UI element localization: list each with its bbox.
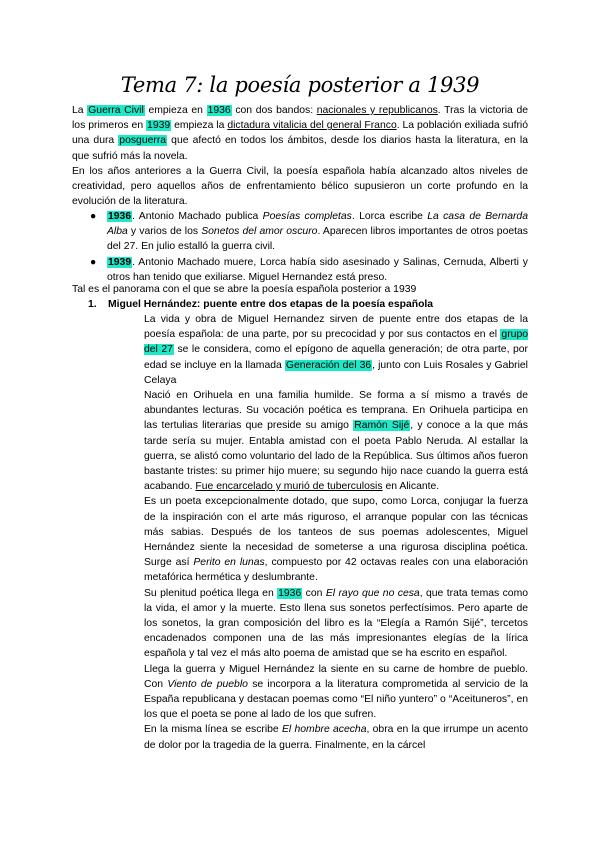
bullet-item-1939 <box>91 255 528 285</box>
paragraph <box>144 388 528 494</box>
book-title: Perito en lunas <box>193 557 265 569</box>
text-run: . Lorca escribe <box>351 211 428 222</box>
paragraph <box>144 586 528 662</box>
text-run: . La población exiliada sufrió una dura <box>72 120 529 147</box>
text-run: que afectó en todos los ámbitos, desde los diarios hasta la literatura, en la que sufrió más la novela. <box>72 135 528 162</box>
paragraph <box>144 662 528 723</box>
highlight-ramon-sije: Ramón Sijé <box>354 420 410 432</box>
text-run: y varios de los <box>127 226 202 238</box>
paragraph <box>144 494 528 585</box>
text-run: se le considera, como el epígono de aquella generación; de otra parte, por edad se incluye en la llamada <box>144 344 528 371</box>
page-title: Tema 7: la poesía posterior a 1939 <box>120 73 480 97</box>
section-body <box>144 312 528 753</box>
section-title: Miguel Hernández: puente entre dos etapas de la poesía española <box>108 299 434 310</box>
text-run: se incorpora a la literatura comprometida al servicio de la España republicana y destacan poemas como “El niño yuntero” o “Aceituneros”, en los que el poeta se pone al lado de los que sufren. <box>144 678 528 721</box>
highlight-guerra-civil: Guerra Civil <box>88 105 144 116</box>
text-run: , compuesto por 42 octavas reales con una elaboración metafórica hermética y deslumbrante. <box>144 557 528 584</box>
text-run: Nació en Orihuela en una familia humilde. Se forma a sí mismo a través de abundantes lecturas. Su vocación poética es temprana. En Orihuela participa en las tertulias literarias que preside su amigo <box>144 390 528 432</box>
book-title: El rayo que no cesa <box>325 587 420 599</box>
text-run: La vida y obra de Miguel Hernandez sirven de puente entre dos etapas de la poesía española: de una parte, por su precocidad y por sus contactos en el <box>144 314 528 341</box>
text-run: en Alicante. <box>382 481 440 493</box>
text-run: Llega la guerra y Miguel Hernández la siente en su carne de hombre de pueblo. Con <box>144 663 528 690</box>
section-number: 1. <box>88 299 97 310</box>
text-run: Es un poeta excepcionalmente dotado, que supo, como Lorca, conjugar la fuerza de la inspiración con el arte más riguroso, el arranque popular con las técnicas más sabias. Después de los tanteos de sus poemas adolescentes, Miguel Hernández siente la necesidad de someterse a una rigurosa disciplina poética. Surge así <box>144 496 528 569</box>
highlight-1939: 1939 <box>147 120 171 132</box>
text-run: , que trata temas como la vida, el amor y la muerte. Esto llena sus sonetos perfectísimos. Pero aparte de los sonetos, la gran composición del libro es la “Elegía a Ramón Sijé”, tercetos encadenados componen una de las más impresionantes elegías de la lírica española y tal vez el más alto poema de amistad que se ha escrito en español. <box>144 587 529 660</box>
book-title: La casa de Bernarda Alba <box>107 211 528 238</box>
bullet-dot-icon: ● <box>90 211 97 222</box>
bullet-dot-icon: ● <box>90 256 97 268</box>
book-title: Sonetos del amor oscuro <box>201 226 318 238</box>
text-run: . Tras la victoria de los primeros en <box>72 105 528 132</box>
highlight-generacion-36: Generación del 36 <box>285 359 372 371</box>
text-run: empieza en <box>144 105 207 116</box>
bullet-item-1936 <box>91 209 528 255</box>
text-run: , junto con Luis Rosales y Gabriel Celaya <box>144 359 528 386</box>
underline-dictadura: dictadura vitalicia del general Franco <box>227 120 397 132</box>
highlight-posguerra: posguerra <box>119 135 167 147</box>
panorama-line: Tal es el panorama con el que se abre la poesía española posterior a 1939 <box>72 284 417 295</box>
text-run: . Antonio Machado muere, Lorca había sido asesinado y Salinas, Cernuda, Alberti y otros han tenido que exiliarse. Miguel Hernandez está preso. <box>107 256 528 283</box>
book-title: El hombre acecha <box>281 724 367 736</box>
intro-paragraph-2: En los años anteriores a la Guerra Civil, la poesía española había alcanzado altos niveles de creatividad, pero aquellos años de enfrentamiento bélico supusieron un corte profundo en la evolución de la literatura. <box>72 166 528 208</box>
bullet-year: 1936 <box>108 211 132 222</box>
paragraph <box>144 312 528 388</box>
bullet-list <box>91 209 528 285</box>
highlight-grupo-27: grupo del 27 <box>144 329 528 356</box>
underline-encarcelado: Fue encarcelado y murió de tuberculosis <box>195 481 383 493</box>
highlight-1936: 1936 <box>278 587 302 599</box>
text-run: Su plenitud poética llega en <box>144 587 278 599</box>
underline-bandos: nacionales y republicanos <box>316 105 438 116</box>
paragraph <box>144 722 528 752</box>
text-run: . Aparecen libros importantes de otros poetas del 27. En julio estalló la guerra civil. <box>107 226 528 253</box>
text-run: La <box>72 105 88 116</box>
text-run: , y conoce a la que más tarde sería su mujer. Entabla amistad con el poeta Pablo Neruda. Al estallar la guerra, se alistó como voluntario del lado de la República. Sus últimos años fueron bastante tristes: su primer hijo muere; su segundo hijo nace cuando la guerra está acabando. <box>144 420 528 493</box>
section-heading <box>88 297 433 312</box>
text-run: empieza la <box>171 120 228 132</box>
bullet-year: 1939 <box>108 256 132 268</box>
book-title: Poesías completas <box>262 211 352 222</box>
highlight-1936: 1936 <box>207 105 231 116</box>
text-run: , obra en la que irrumpe un acento de dolor por la tragedia de la guerra. Finalmente, en la cárcel <box>144 724 528 751</box>
book-title: Viento de pueblo <box>167 678 248 690</box>
text-run: con <box>302 587 326 599</box>
intro-paragraph-1 <box>72 103 528 164</box>
text-run: con dos bandos: <box>231 105 317 116</box>
text-run: . Antonio Machado publica <box>132 211 263 222</box>
text-run: En la misma línea se escribe <box>144 724 282 736</box>
